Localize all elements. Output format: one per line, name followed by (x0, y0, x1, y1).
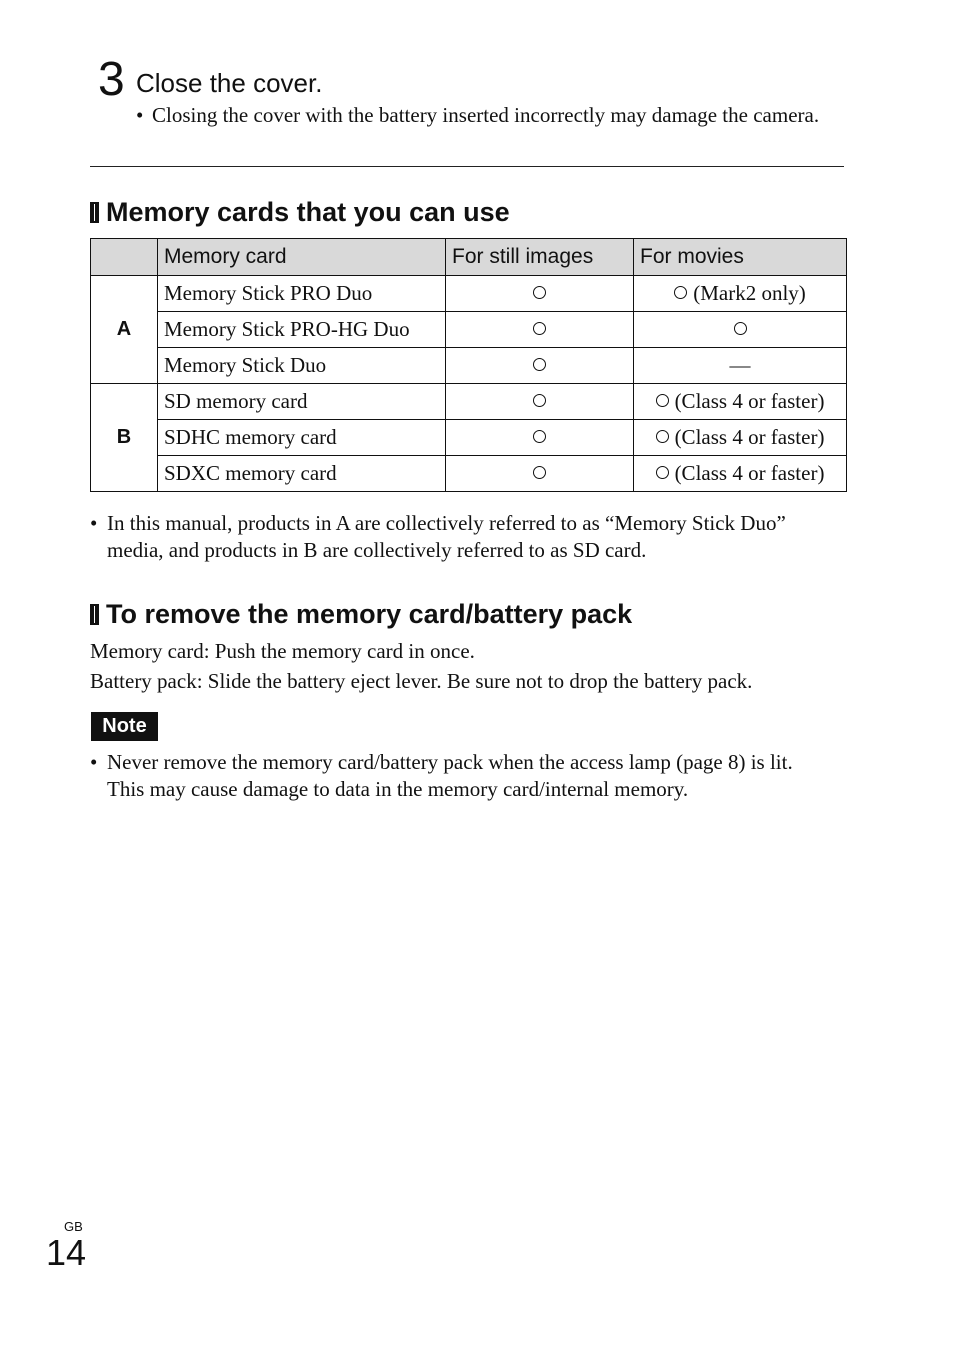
still-support-cell (446, 456, 634, 492)
supported-circle-icon (674, 286, 687, 299)
movie-support-cell (634, 456, 847, 492)
movie-condition-text: (Class 4 or faster) (674, 389, 825, 413)
bullet-dot: • (90, 750, 98, 774)
group-label: A (91, 276, 158, 384)
table-row (91, 348, 847, 384)
still-support-cell (446, 420, 634, 456)
card-name: SDHC memory card (158, 420, 446, 456)
page-language-code: GB (64, 1219, 83, 1234)
supported-circle-icon (533, 322, 546, 335)
card-name: SD memory card (158, 384, 446, 420)
table-row (91, 420, 847, 456)
terminology-note-line1: In this manual, products in A are collectively referred to as “Memory Stick Duo” (107, 511, 786, 535)
still-support-cell (446, 384, 634, 420)
bullet-dot: • (90, 511, 98, 535)
note-bullet-line2: This may cause damage to data in the memory card/internal memory. (107, 777, 689, 801)
header-memory-card: Memory card (158, 239, 446, 276)
movie-condition-text: (Mark2 only) (693, 281, 806, 305)
still-support-cell (446, 276, 634, 312)
memory-cards-heading (90, 195, 510, 229)
still-support-cell (446, 348, 634, 384)
remove-card-heading (90, 597, 632, 631)
step-title: Close the cover. (136, 68, 323, 98)
table-header-row (91, 239, 847, 276)
card-name: Memory Stick PRO-HG Duo (158, 312, 446, 348)
step-number: 3 (98, 53, 125, 106)
movie-support-cell (634, 348, 847, 384)
remove-card-heading-text: To remove the memory card/battery pack (106, 599, 633, 629)
terminology-note (90, 510, 846, 564)
table-row (91, 456, 847, 492)
supported-circle-icon (656, 394, 669, 407)
bullet-dot: • (136, 103, 144, 127)
terminology-note-line2: media, and products in B are collectively referred to as SD card. (107, 538, 647, 562)
movie-support-cell (634, 420, 847, 456)
heading-marker-icon (90, 202, 99, 223)
memory-cards-heading-text: Memory cards that you can use (106, 197, 510, 227)
movie-support-cell (634, 384, 847, 420)
card-name: Memory Stick PRO Duo (158, 276, 446, 312)
card-name: SDXC memory card (158, 456, 446, 492)
supported-circle-icon (734, 322, 747, 335)
header-still-images: For still images (446, 239, 634, 276)
header-group (91, 239, 158, 276)
movie-support-cell (634, 312, 847, 348)
group-label: B (91, 384, 158, 492)
card-name: Memory Stick Duo (158, 348, 446, 384)
supported-circle-icon (656, 430, 669, 443)
step-bullet (136, 100, 846, 130)
movie-condition-text: (Class 4 or faster) (674, 425, 825, 449)
supported-circle-icon (533, 430, 546, 443)
table-row (91, 312, 847, 348)
table-body (91, 276, 847, 492)
remove-battery-line: Battery pack: Slide the battery eject lever. Be sure not to drop the battery pack. (90, 669, 753, 693)
note-badge: Note (91, 712, 158, 741)
supported-circle-icon (533, 394, 546, 407)
section-divider (90, 166, 844, 167)
step-bullet-text: Closing the cover with the battery inserted incorrectly may damage the camera. (152, 103, 820, 127)
remove-memory-card-line: Memory card: Push the memory card in once. (90, 639, 475, 663)
table-row (91, 276, 847, 312)
supported-circle-icon (533, 286, 546, 299)
memory-card-table (90, 238, 847, 492)
movie-condition-text: (Class 4 or faster) (674, 461, 825, 485)
note-bullet (90, 749, 846, 803)
header-movies: For movies (634, 239, 847, 276)
supported-circle-icon (533, 466, 546, 479)
note-bullet-line1: Never remove the memory card/battery pack when the access lamp (page 8) is lit. (107, 750, 793, 774)
supported-circle-icon (656, 466, 669, 479)
still-support-cell (446, 312, 634, 348)
supported-circle-icon (533, 358, 546, 371)
movie-condition-text: — (729, 353, 751, 377)
heading-marker-icon (90, 604, 99, 625)
movie-support-cell (634, 276, 847, 312)
page-number: 14 (46, 1232, 87, 1273)
table-row (91, 384, 847, 420)
